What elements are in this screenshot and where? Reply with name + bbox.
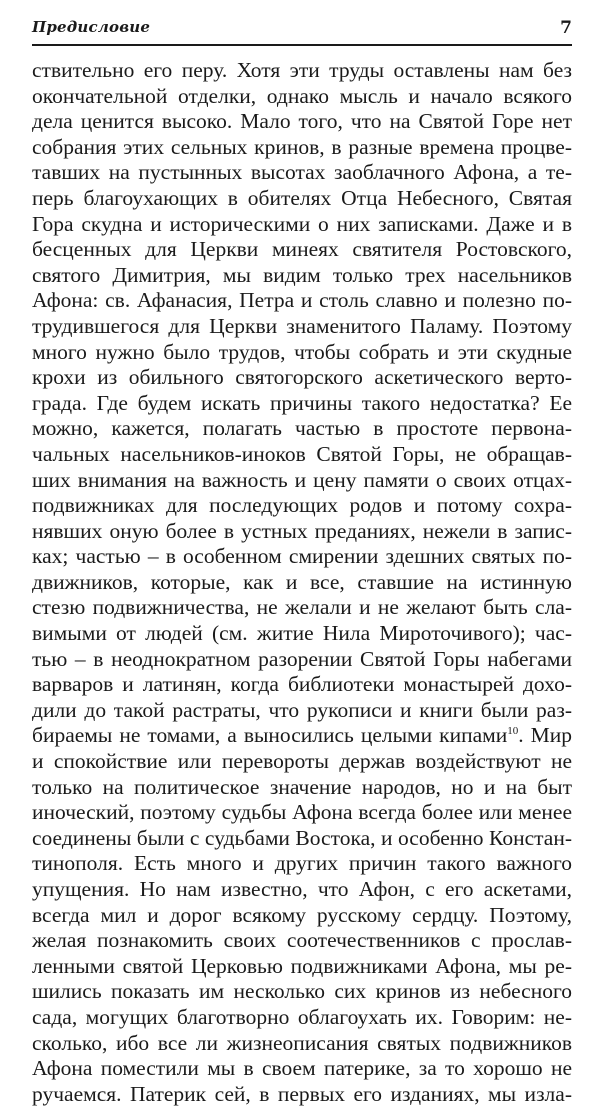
text-line: собрания этих сельных кринов, в разные времена процве-	[32, 134, 572, 159]
text-line: ших внимания на важность и цену памяти о своих отцах-	[32, 467, 572, 492]
text-line: сада, могущих благотворно облагоухать их. Говорим: не-	[32, 1004, 572, 1029]
text-line: много нужно было трудов, чтобы собрать и эти скудные	[32, 339, 572, 364]
text-segment: . Мир	[518, 723, 573, 748]
text-line: Гора скудна и историческими о них записками. Даже и в	[32, 211, 572, 236]
body-text	[32, 58, 572, 1107]
text-line: нявших оную более в устных преданиях, нежели в запис-	[32, 518, 572, 543]
text-line: всегда мил и дорог всякому русскому сердцу. Поэтому,	[32, 902, 572, 927]
text-line: трудившегося для Церкви знаменитого Паламу. Поэтому	[32, 313, 572, 338]
text-line: крохи из обильного святогорского аскетического верто-	[32, 365, 572, 390]
page-number: 7	[560, 18, 572, 38]
text-line: тью – в неоднократном разорении Святой Горы набегами	[32, 646, 572, 671]
footnote-reference[interactable]: 10	[507, 725, 519, 738]
text-line: перь благоухающих в обителях Отца Небесного, Святая	[32, 185, 572, 210]
text-line-with-footnote	[32, 723, 572, 749]
text-line: ствительно его перу. Хотя эти труды оставлены нам без	[32, 58, 572, 82]
text-line: можно, кажется, полагать частью в простоте первона-	[32, 416, 572, 441]
text-line: Афона поместили мы в своем патерике, за то хорошо не	[32, 1056, 572, 1081]
text-line: ручаемся. Патерик сей, в первых его изданиях, мы изла-	[32, 1081, 572, 1106]
text-line: Афона: св. Афанасия, Петра и столь славно и полезно по-	[32, 288, 572, 313]
text-line: ках; частью – в особенном смирении здешних святых по-	[32, 544, 572, 569]
text-line: ленными святой Церковью подвижниками Афона, мы ре-	[32, 953, 572, 978]
text-line: варваров и латинян, когда библиотеки монастырей дохо-	[32, 672, 572, 697]
text-line: шились показать им несколько сих кринов из небесного	[32, 979, 572, 1004]
text-line: дела ценится высоко. Мало того, что на Святой Горе нет	[32, 109, 572, 134]
text-line: соединены были с судьбами Востока, и особенно Констан-	[32, 825, 572, 850]
text-line: чальных насельников-иноков Святой Горы, не обращав-	[32, 441, 572, 466]
text-line: упущения. Но нам известно, что Афон, с его аскетами,	[32, 877, 572, 901]
text-line: града. Где будем искать причины такого недостатка? Ее	[32, 390, 572, 415]
text-line: движников, которые, как и все, ставшие на истинную	[32, 569, 572, 594]
running-head	[32, 18, 572, 46]
text-line: и спокойствие или перевороты держав воздействуют не	[32, 749, 572, 774]
text-segment: бираемы не томами, а выносились целыми кипами	[32, 723, 508, 748]
text-line: тинополя. Есть много и других причин такого важного	[32, 851, 572, 876]
text-line: желая познакомить своих соотечественников с прослав-	[32, 928, 572, 953]
text-line: стезю подвижничества, не желали и не желают быть сла-	[32, 595, 572, 620]
text-line: дили до такой растраты, что рукописи и книги были раз-	[32, 697, 572, 722]
running-head-title: Предисловие	[32, 18, 151, 36]
text-line: иноческий, поэтому судьбы Афона всегда более или менее	[32, 800, 572, 825]
text-line: святого Димитрия, мы видим только трех насельников	[32, 262, 572, 287]
text-line: подвижниках для последующих родов и потому сохра-	[32, 493, 572, 518]
text-line: окончательной отделки, однако мысль и начало всякого	[32, 83, 572, 108]
text-line: только на политическое значение народов, но и на быт	[32, 774, 572, 799]
text-line: сколько, ибо все ли жизнеописания святых подвижников	[32, 1030, 572, 1055]
text-line: бесценных для Церкви минеях святителя Ростовского,	[32, 237, 572, 262]
text-line: вимыми от людей (см. житие Нила Мироточивого); час-	[32, 621, 572, 646]
text-line: тавших на пустынных высотах заоблачного Афона, а те-	[32, 160, 572, 185]
